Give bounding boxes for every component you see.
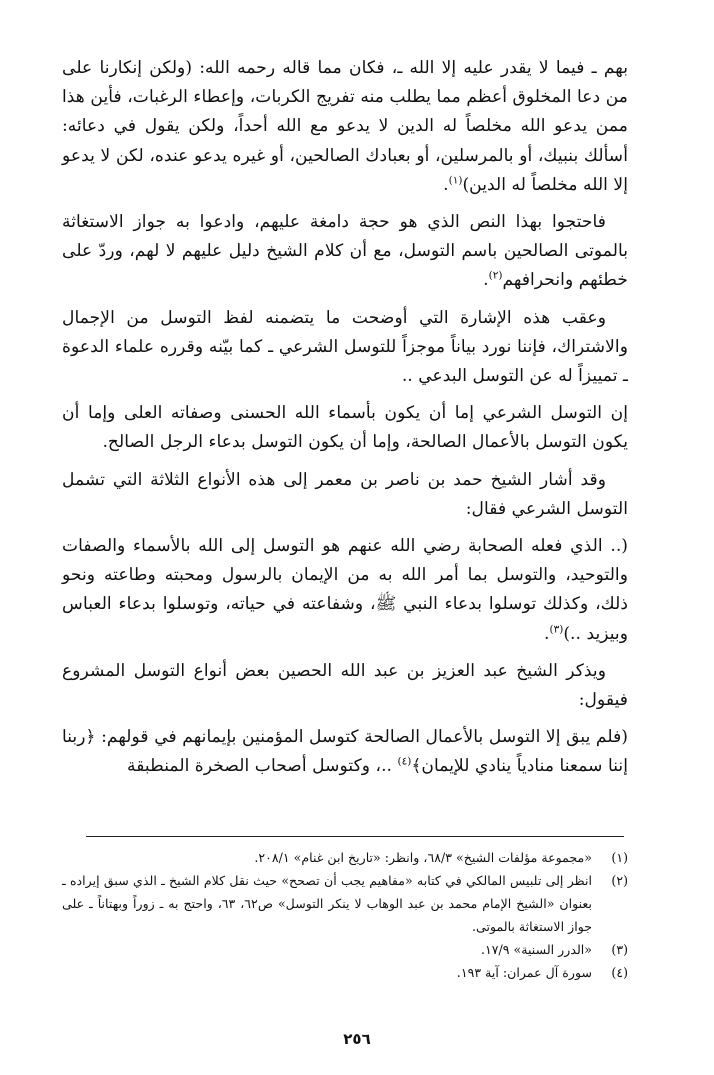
paragraph-1-text: بهم ـ فيما لا يقدر عليه إلا الله ـ، فكان مما قاله رحمه الله: (ولكن إنكارنا على من دعا المخلوق أعظم مما يطلب منه تفريج الكربات، وإعطاء الرغبات، فأين هذا ممن يدعو الله مخلصاً له الدين لا يدعو مع الله أحداً، ولكن يقول في دعائه: أسألك بنبيك، أو بالمرسلين، أو بعبادك الصالحين، أو غيره يدعو عنده، لكن لا يدعو إلا الله مخلصاً له الدين) (62, 58, 628, 195)
paragraph-6-tail: . (544, 623, 550, 644)
paragraph-1-tail: . (443, 174, 449, 195)
paragraph-3 (62, 304, 628, 392)
paragraph-7 (62, 657, 628, 715)
footnote-text: «الدرر السنية» ١٧/٩. (480, 942, 592, 957)
paragraph-6 (62, 532, 628, 649)
paragraph-7-text: ويذكر الشيخ عبد العزيز بن عبد الله الحصين بعض أنواع التوسل المشروع فيقول: (62, 660, 628, 711)
footnote-text: «مجموعة مؤلفات الشيخ» ٦٨/٣، وانظر: «تاريخ ابن غنام» ٢٠٨/١. (254, 850, 592, 865)
footnote-ref-3: (٣) (549, 622, 564, 635)
paragraph-3-text: وعقب هذه الإشارة التي أوضحت ما يتضمنه لفظ التوسل من الإجمال والاشتراك، فإننا نورد بياناً موجزاً للتوسل الشرعي ـ كما بيّنه وقرره علماء الدعوة ـ تمييزاً له عن التوسل البدعي .. (62, 307, 628, 387)
paragraph-8-text: (فلم يبق إلا التوسل بالأعمال الصالحة كتوسل المؤمنين بإيمانهم في قولهم: ﴿ربنا إننا سمعنا منادياً ينادي للإيمان﴾ (62, 727, 628, 777)
paragraph-4 (62, 399, 628, 457)
footnote-separator (86, 836, 624, 837)
footnote-ref-4: (٤) (397, 755, 412, 768)
footnote-number: (٢) (611, 873, 628, 888)
footnote-number: (٣) (611, 942, 628, 957)
footnote-number: (٤) (611, 965, 628, 980)
footnote-4 (62, 961, 628, 984)
footnote-text: سورة آل عمران: آية ١٩٣. (456, 965, 592, 980)
footnote-ref-2: (٢) (488, 269, 503, 282)
footnote-number: (١) (611, 850, 628, 865)
main-text (62, 54, 628, 790)
paragraph-8-tail: ..، وكتوسل أصحاب الصخرة المنطبقة (127, 756, 398, 777)
paragraph-2 (62, 208, 628, 296)
footnote-1 (62, 846, 628, 869)
footnotes (62, 846, 628, 984)
paragraph-2-text: فاحتجوا بهذا النص الذي هو حجة دامغة عليهم، وادعوا به جواز الاستغاثة بالموتى الصالحين باسم التوسل، مع أن كلام الشيخ دليل عليهم لا لهم، وردّ على خطئهم وانحرافهم (62, 212, 628, 291)
paragraph-6-text: (.. الذي فعله الصحابة رضي الله عنهم هو التوسل إلى الله بالأسماء والصفات والتوحيد، والتوسل بما أمر الله به من الإيمان بالرسول ومحبته وطاعته ونحو ذلك، وكذلك توسلوا بدعاء النبي ﷺ، وشفاعته في حياته، وتوسلوا بدعاء العباس وبيزيد ..) (62, 536, 628, 644)
paragraph-2-tail: . (483, 270, 489, 291)
footnote-3 (62, 938, 628, 961)
footnote-2 (62, 869, 628, 938)
footnote-text: انظر إلى تلبيس المالكي في كتابه «مفاهيم يجب أن تصحح» حيث نقل كلام الشيخ ـ الذي سبق إيراده ـ بعنوان «الشيخ الإمام محمد بن عبد الوهاب لا ينكر التوسل» ص٦٢، ٦٣، واحتج به ـ زوراً وبهتاناً ـ على جواز الاستغاثة بالموتى. (62, 873, 592, 934)
footnote-ref-1: (١) (448, 174, 463, 187)
paragraph-5-text: وقد أشار الشيخ حمد بن ناصر بن معمر إلى هذه الأنواع الثلاثة التي تشمل التوسل الشرعي فقال: (62, 469, 628, 519)
page-number: ٢٥٦ (343, 1030, 371, 1048)
paragraph-4-text: إن التوسل الشرعي إما أن يكون بأسماء الله الحسنى وصفاته العلى وإما أن يكون التوسل بالأعمال الصالحة، وإما أن يكون التوسل بدعاء الرجل الصالح. (62, 403, 628, 453)
paragraph-1 (62, 54, 628, 200)
paragraph-5 (62, 466, 628, 524)
paragraph-8 (62, 723, 628, 781)
